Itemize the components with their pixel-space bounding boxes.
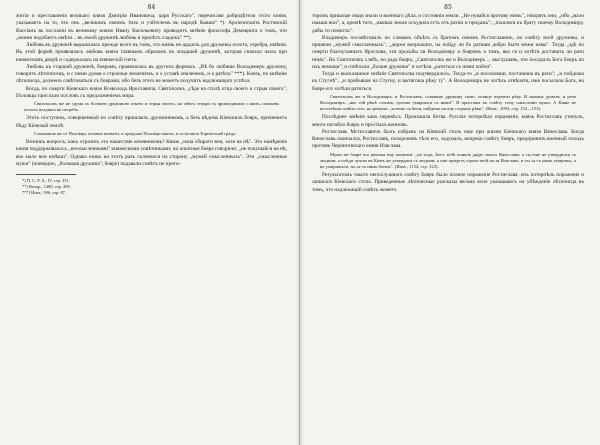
footnote-rule — [16, 174, 76, 175]
paragraph: Любовь къ старшей дружинѣ, боярамъ, проявлялась въ другихъ формахъ. „Вѣ бо любише Володимеръ дружину, говоритъ лѣтописецъ, и с ними думая о строеньи земленемъ, и о уставѣ земленемъ, и о ратѣхъ" ***). Князь, по мнѣнію лѣтописца, долженъ совѣтоваться съ боярами, ибо безъ этого не можетъ получить надлежащаго успѣха. — [16, 63, 287, 85]
footnotes — [22, 178, 287, 196]
paragraph: Этотъ поступокъ, совершенный по совѣту пришлыхъ дружинниковъ, а безъ вѣдома Кіевскихъ бояръ, причиняетъ бѣду Кіевской землѣ: — [16, 115, 287, 129]
paragraph: Послѣднее мнѣніе какъ перевѣсъ. Произошла битва. Русскіе потерпѣли пораженіе, князь Ростиславъ утонулъ, много погибло бояръ и простыхъ воиновъ. — [312, 114, 584, 128]
paragraph: житія и преставленія великаго князя Дмитрія Ивановича, царя Русскаго", перечисляя добродѣтели этого князя, указываетъ на то, что онъ „великимъ своимъ тихъ и учйтелемъ въ народѣ бывше" *). Архіепископъ Ростовскій Вассіанъ въ посланіи къ великому князю Ивану Васильевичу приводитъ мнѣніе философа Демокрита о томъ, что „князю подобаетъ имѣти... въ своей дружинѣ любовь и прилѣтъ сладокъ" **). — [16, 13, 287, 41]
page-number-left: 84 — [147, 4, 156, 11]
quotation: Мужи же бояре его начаша ему молвити: „не ходи, Богъ тобѣ понялъ дядю своего Вячеслава, а ты еще не утвердился съ людьми; а поѣди лучше въ Кіевъ же утвердися съ людьми; а оже придетъ стрыи твой на тя Изяславъ, и ты ся съ нимъ умиришь, а не умиришься, ты ся съ нимъ бьешь". (Ипат., 1154, стр. 323). — [320, 151, 576, 170]
footnote: **) Воскр., 1480, стр. 209. — [22, 184, 71, 190]
paragraph: Ростиславъ Мстиславичъ былъ избранъ на Кіевскій столъ еще при жизни Кіевскаго князя Вячеслава. Когда Вячеславъ скончался, Ростиславъ, похоронивъ тѣло его, задумалъ, вопреки совѣту бояръ, предпринять военный походъ противъ Черниговскаго князя Изяслава. — [312, 128, 584, 150]
paragraph: Владимиръ посовѣтовалъ по словамъ объѣть съ братомъ своимъ Ростиславомъ, по совѣту всей дружины, и приняли „мужей смысленныхъ"; „держа вопрошати, на пойду ли бо ратиши добро быти межи нама". Тогда „здѣ по смерти благоуханнаго Ярослава, эти просьбы ли Володимеру и бояромъ о томъ, яко ся и хотѣти доставить ли рати нимъ". Но Святополкъ слабъ, но рада бояръ; „Святополкъ же и Володимеръ ... выслушавъ, что посадилъ Бога бояръ по ихъ немощи", и отвѣчали „болше дружина" и хотѣли „ратиться съ ними пойти". — [312, 34, 584, 70]
paragraph: Результатомъ такого непослушнаго совѣту бояръ было полное пораженіе Ростислава: онъ потерпѣлъ пораженіе и лишился Кіевскаго стола. Приведенные лѣтописные разсказы весьма ясно указываютъ на убѣжденіе лѣтописца въ томъ, что надлежащій совѣтъ можетъ — [312, 172, 584, 193]
paragraph: Тогда и высказанное мнѣніе Святополка подтвердилось. Тогда-то „и посоловши, поставиша въ рати"; „и пойдоша къ Стугнѣ"; „и прибывше на Стугну, и вытягоша рѣку ту". А Володимиръ не хотѣлъ отвѣчати, иже посылали Бога, но бояре его хотѣли ратиться. — [312, 71, 584, 92]
footnote: ***) Ипат., 996, стр. 87. — [22, 190, 66, 196]
footnote: *) П. С. Р. Л., IV, стр. 351. — [22, 178, 70, 184]
book-gutter — [296, 0, 304, 445]
quotation: Слышавше же се Половци, почаша воевати; и придоша Половци мнози, и оступиша Торьческый градъ. — [34, 130, 237, 136]
paragraph: Возникъ вопросъ, какъ отразить это нашествіе кочевниковъ? Князь „нача сбирати вои, хотя на нѣ". Это намѣреніе князя поддерживалось „несмысленными" княжескими совѣтниками; но опытные бояре говорили: „не покушайся на нѣ, яко мало вои имѣши". Однако князь на этотъ разъ склонялся на сторону „мужей смысленныхъ". Эти „смысленные мужи" (очевидно, „большая дружина", бояре) подавали совѣтъ не проти- — [16, 139, 288, 167]
paragraph: Когда, по смерти Кіевскаго князя Всеволода Ярославича, Святополкъ „сѣде на столѣ отца своего и стрыя своего", Половцы прислали пословъ съ предложеніемъ мира. — [16, 85, 287, 99]
quotation: Святополкъ же не здумя съ болшею дружиною отнею и стрыя своего, но свѣтъ створи съ пришедшими с нимъ, поимавъ посолъ всадиша въ погребъ. — [24, 101, 279, 113]
right-page — [300, 0, 600, 445]
paragraph: торомъ пришлые люди знали и военнаго дѣла, и состоянія земли. „Не нувайся противу нимъ", говорятъ они, „ибо „мало имаши вои", а, кромѣ того, „вынша земля оскудила есть отъ ратии и продажь"; „пошлися къ брату своему Володимиру, дабы ти помоглъ". — [312, 13, 584, 34]
quotation: Святополкъ же и Володимиръ, и Ростиславъ, созвавше дружину свою, хотяще переити рѣку. И начаша думати, и рече Володимиръ: „яко сей рѣкѣ стоимъ; грозою умиримся съ ними". И присташа къ совѣту сему смысленіи мужи. А Кіяне не восхотѣша совѣта сего, но рекоша: „хочемъ ся бити, пойдемъ на ону сторону рѣки". (Ипат., 1093, стр. 152—153). — [320, 93, 576, 112]
paragraph: Любовь къ дружинѣ выражалась прежде всего въ томъ, что князь не щадилъ для дружины золота, серебра, имѣнія. Въ этой формѣ проявлялась любовь князя главнымъ образомъ къ младшей дружинѣ, которая сначала жила при княжескомъ дворѣ и содержалась на княжескій счетъ. — [16, 42, 287, 63]
page-number-right: 85 — [444, 4, 452, 11]
